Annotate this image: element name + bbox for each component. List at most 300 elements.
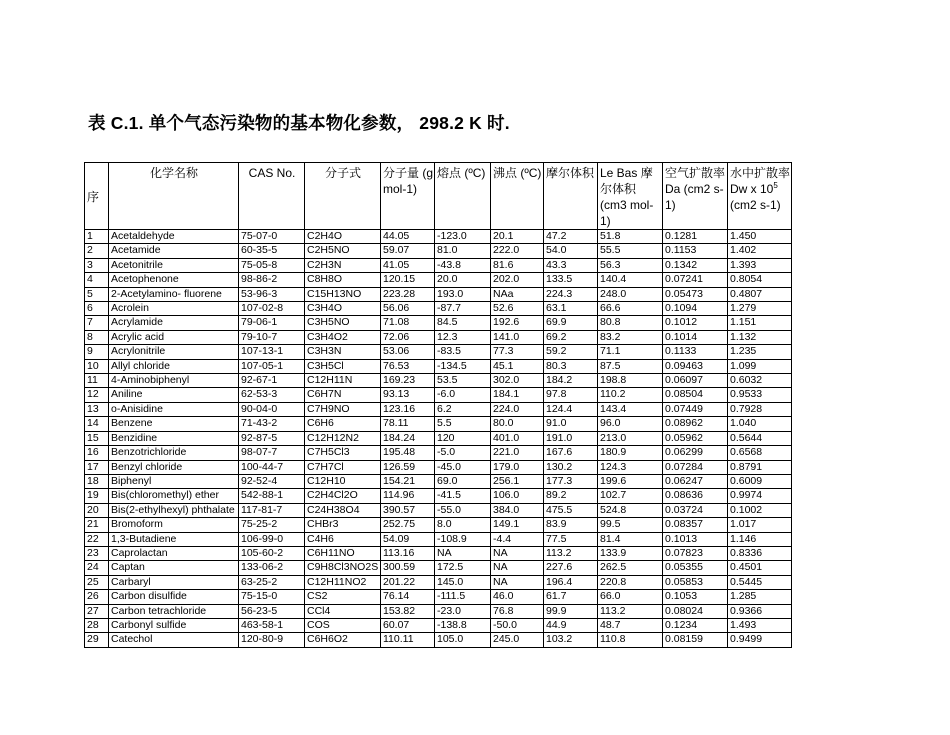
cell-cas: 98-07-7 <box>239 446 305 460</box>
cell-dw: 0.8054 <box>728 273 792 287</box>
cell-bp: 384.0 <box>491 503 544 517</box>
cell-name: Benzotrichloride <box>109 446 239 460</box>
cell-bp: NA <box>491 561 544 575</box>
cell-cas: 90-04-0 <box>239 402 305 416</box>
cell-bp: 245.0 <box>491 633 544 647</box>
cell-bp: NA <box>491 575 544 589</box>
cell-cas: 107-13-1 <box>239 345 305 359</box>
table-row <box>85 230 792 244</box>
cell-dw: 0.8791 <box>728 460 792 474</box>
table-body <box>85 230 792 648</box>
table-row <box>85 244 792 258</box>
cell-mw: 59.07 <box>381 244 435 258</box>
cell-lebas: 56.3 <box>598 258 663 272</box>
cell-mp: 81.0 <box>435 244 491 258</box>
cell-da: 0.08159 <box>663 633 728 647</box>
table-row <box>85 590 792 604</box>
cell-mw: 72.06 <box>381 330 435 344</box>
cell-molvol: 69.9 <box>544 316 598 330</box>
cell-formula: C12H11NO2 <box>305 575 381 589</box>
cell-molvol: 130.2 <box>544 460 598 474</box>
table-row <box>85 302 792 316</box>
cell-da: 0.07823 <box>663 546 728 560</box>
cell-lebas: 80.8 <box>598 316 663 330</box>
cell-name: Bromoform <box>109 518 239 532</box>
cell-bp: -50.0 <box>491 618 544 632</box>
cell-name: 1,3-Butadiene <box>109 532 239 546</box>
cell-dw: 0.1002 <box>728 503 792 517</box>
cell-lebas: 55.5 <box>598 244 663 258</box>
cell-name: Acrylonitrile <box>109 345 239 359</box>
cell-cas: 107-02-8 <box>239 302 305 316</box>
cell-no: 17 <box>85 460 109 474</box>
cell-lebas: 262.5 <box>598 561 663 575</box>
cell-da: 0.07241 <box>663 273 728 287</box>
properties-table <box>84 162 792 648</box>
cell-dw: 0.5644 <box>728 431 792 445</box>
cell-lebas: 71.1 <box>598 345 663 359</box>
cell-lebas: 51.8 <box>598 230 663 244</box>
cell-dw: 1.393 <box>728 258 792 272</box>
cell-bp: 77.3 <box>491 345 544 359</box>
header-cas: CAS No. <box>239 163 305 230</box>
table-caption: 表 C.1. 单个气态污染物的基本物化参数， 298.2 K 时. <box>88 113 510 133</box>
cell-dw: 0.5445 <box>728 575 792 589</box>
cell-formula: C7H5Cl3 <box>305 446 381 460</box>
cell-mw: 110.11 <box>381 633 435 647</box>
cell-lebas: 220.8 <box>598 575 663 589</box>
cell-no: 16 <box>85 446 109 460</box>
table-row <box>85 388 792 402</box>
table-row <box>85 273 792 287</box>
header-dw <box>728 163 792 230</box>
cell-name: Acetonitrile <box>109 258 239 272</box>
cell-cas: 92-52-4 <box>239 474 305 488</box>
cell-no: 21 <box>85 518 109 532</box>
cell-dw: 1.151 <box>728 316 792 330</box>
cell-formula: C24H38O4 <box>305 503 381 517</box>
cell-mp: 8.0 <box>435 518 491 532</box>
table-row <box>85 546 792 560</box>
table-row <box>85 374 792 388</box>
cell-mp: -5.0 <box>435 446 491 460</box>
cell-molvol: 113.2 <box>544 546 598 560</box>
cell-molvol: 69.2 <box>544 330 598 344</box>
cell-lebas: 110.2 <box>598 388 663 402</box>
cell-da: 0.09463 <box>663 359 728 373</box>
cell-cas: 92-87-5 <box>239 431 305 445</box>
cell-bp: 221.0 <box>491 446 544 460</box>
cell-molvol: 177.3 <box>544 474 598 488</box>
cell-da: 0.1053 <box>663 590 728 604</box>
cell-mp: 20.0 <box>435 273 491 287</box>
cell-da: 0.08962 <box>663 417 728 431</box>
cell-bp: 179.0 <box>491 460 544 474</box>
cell-da: 0.1133 <box>663 345 728 359</box>
cell-mw: 53.06 <box>381 345 435 359</box>
cell-da: 0.1013 <box>663 532 728 546</box>
cell-mp: -123.0 <box>435 230 491 244</box>
cell-mp: 120 <box>435 431 491 445</box>
cell-dw: 1.493 <box>728 618 792 632</box>
cell-no: 5 <box>85 287 109 301</box>
cell-da: 0.06247 <box>663 474 728 488</box>
cell-bp: 256.1 <box>491 474 544 488</box>
cell-name: Acetaldehyde <box>109 230 239 244</box>
cell-da: 0.1094 <box>663 302 728 316</box>
cell-cas: 79-06-1 <box>239 316 305 330</box>
cell-molvol: 80.3 <box>544 359 598 373</box>
cell-mw: 126.59 <box>381 460 435 474</box>
cell-lebas: 66.6 <box>598 302 663 316</box>
cell-bp: 80.0 <box>491 417 544 431</box>
cell-cas: 75-15-0 <box>239 590 305 604</box>
cell-mw: 41.05 <box>381 258 435 272</box>
cell-formula: C3H3N <box>305 345 381 359</box>
cell-mp: 12.3 <box>435 330 491 344</box>
cell-bp: 149.1 <box>491 518 544 532</box>
cell-formula: CS2 <box>305 590 381 604</box>
cell-bp: 184.1 <box>491 388 544 402</box>
cell-lebas: 133.9 <box>598 546 663 560</box>
table-row <box>85 460 792 474</box>
header-lebas: Le Bas 摩尔体积 (cm3 mol-1) <box>598 163 663 230</box>
cell-molvol: 47.2 <box>544 230 598 244</box>
cell-dw: 1.146 <box>728 532 792 546</box>
cell-name: Acrylic acid <box>109 330 239 344</box>
cell-no: 18 <box>85 474 109 488</box>
cell-name: Benzidine <box>109 431 239 445</box>
cell-bp: 45.1 <box>491 359 544 373</box>
header-bp: 沸点 (ºC) <box>491 163 544 230</box>
cell-mw: 54.09 <box>381 532 435 546</box>
cell-formula: C15H13NO <box>305 287 381 301</box>
cell-mw: 223.28 <box>381 287 435 301</box>
cell-formula: C6H6O2 <box>305 633 381 647</box>
cell-formula: C6H11NO <box>305 546 381 560</box>
table-row <box>85 503 792 517</box>
cell-dw: 1.017 <box>728 518 792 532</box>
table-row <box>85 345 792 359</box>
cell-bp: 141.0 <box>491 330 544 344</box>
cell-mw: 114.96 <box>381 489 435 503</box>
cell-dw: 0.6568 <box>728 446 792 460</box>
cell-da: 0.05962 <box>663 431 728 445</box>
cell-name: Allyl chloride <box>109 359 239 373</box>
cell-mp: -43.8 <box>435 258 491 272</box>
cell-formula: C3H4O2 <box>305 330 381 344</box>
cell-bp: 224.0 <box>491 402 544 416</box>
cell-mp: NA <box>435 546 491 560</box>
cell-formula: C8H8O <box>305 273 381 287</box>
cell-mp: 145.0 <box>435 575 491 589</box>
cell-lebas: 143.4 <box>598 402 663 416</box>
cell-formula: C12H12N2 <box>305 431 381 445</box>
cell-formula: C4H6 <box>305 532 381 546</box>
cell-molvol: 99.9 <box>544 604 598 618</box>
cell-mw: 184.24 <box>381 431 435 445</box>
cell-da: 0.06299 <box>663 446 728 460</box>
header-row <box>85 163 792 230</box>
table-row <box>85 604 792 618</box>
header-mp: 熔点 (ºC) <box>435 163 491 230</box>
header-dw-text: 水中扩散率 Dw x 10 <box>730 166 791 196</box>
cell-da: 0.1012 <box>663 316 728 330</box>
cell-cas: 542-88-1 <box>239 489 305 503</box>
cell-dw: 0.6032 <box>728 374 792 388</box>
cell-cas: 98-86-2 <box>239 273 305 287</box>
cell-lebas: 81.4 <box>598 532 663 546</box>
cell-mp: 84.5 <box>435 316 491 330</box>
cell-bp: 192.6 <box>491 316 544 330</box>
cell-mp: 53.5 <box>435 374 491 388</box>
cell-dw: 0.4807 <box>728 287 792 301</box>
table-row <box>85 359 792 373</box>
cell-bp: 46.0 <box>491 590 544 604</box>
cell-da: 0.06097 <box>663 374 728 388</box>
cell-molvol: 91.0 <box>544 417 598 431</box>
cell-da: 0.1281 <box>663 230 728 244</box>
cell-da: 0.1153 <box>663 244 728 258</box>
cell-formula: C7H7Cl <box>305 460 381 474</box>
cell-da: 0.07449 <box>663 402 728 416</box>
cell-mw: 76.53 <box>381 359 435 373</box>
cell-no: 15 <box>85 431 109 445</box>
cell-no: 20 <box>85 503 109 517</box>
cell-bp: 20.1 <box>491 230 544 244</box>
cell-da: 0.1342 <box>663 258 728 272</box>
cell-mp: -83.5 <box>435 345 491 359</box>
header-no: 序 <box>85 163 109 230</box>
cell-formula: C12H10 <box>305 474 381 488</box>
cell-cas: 105-60-2 <box>239 546 305 560</box>
cell-molvol: 63.1 <box>544 302 598 316</box>
cell-dw: 1.132 <box>728 330 792 344</box>
cell-mp: -111.5 <box>435 590 491 604</box>
cell-no: 12 <box>85 388 109 402</box>
cell-mw: 76.14 <box>381 590 435 604</box>
table-row <box>85 330 792 344</box>
cell-da: 0.08357 <box>663 518 728 532</box>
cell-da: 0.1014 <box>663 330 728 344</box>
cell-cas: 75-05-8 <box>239 258 305 272</box>
cell-molvol: 97.8 <box>544 388 598 402</box>
cell-mp: 5.5 <box>435 417 491 431</box>
cell-mw: 56.06 <box>381 302 435 316</box>
cell-cas: 71-43-2 <box>239 417 305 431</box>
cell-no: 28 <box>85 618 109 632</box>
cell-cas: 120-80-9 <box>239 633 305 647</box>
cell-name: Acetophenone <box>109 273 239 287</box>
cell-cas: 60-35-5 <box>239 244 305 258</box>
cell-dw: 0.9366 <box>728 604 792 618</box>
cell-bp: 202.0 <box>491 273 544 287</box>
cell-bp: 52.6 <box>491 302 544 316</box>
cell-dw: 0.8336 <box>728 546 792 560</box>
cell-cas: 56-23-5 <box>239 604 305 618</box>
cell-molvol: 54.0 <box>544 244 598 258</box>
cell-cas: 63-25-2 <box>239 575 305 589</box>
cell-dw: 1.279 <box>728 302 792 316</box>
header-mw: 分子量 (g mol-1) <box>381 163 435 230</box>
table-row <box>85 633 792 647</box>
cell-cas: 62-53-3 <box>239 388 305 402</box>
cell-molvol: 44.9 <box>544 618 598 632</box>
cell-da: 0.05853 <box>663 575 728 589</box>
cell-lebas: 113.2 <box>598 604 663 618</box>
cell-mp: 6.2 <box>435 402 491 416</box>
cell-formula: COS <box>305 618 381 632</box>
cell-da: 0.05473 <box>663 287 728 301</box>
cell-dw: 0.9533 <box>728 388 792 402</box>
cell-da: 0.08504 <box>663 388 728 402</box>
cell-da: 0.08024 <box>663 604 728 618</box>
cell-name: Aniline <box>109 388 239 402</box>
cell-mw: 390.57 <box>381 503 435 517</box>
cell-cas: 53-96-3 <box>239 287 305 301</box>
cell-mw: 78.11 <box>381 417 435 431</box>
cell-molvol: 167.6 <box>544 446 598 460</box>
cell-formula: C12H11N <box>305 374 381 388</box>
cell-mw: 60.07 <box>381 618 435 632</box>
cell-molvol: 191.0 <box>544 431 598 445</box>
cell-molvol: 61.7 <box>544 590 598 604</box>
cell-lebas: 199.6 <box>598 474 663 488</box>
cell-mw: 201.22 <box>381 575 435 589</box>
cell-name: Acrylamide <box>109 316 239 330</box>
cell-name: Bis(chloromethyl) ether <box>109 489 239 503</box>
cell-mw: 123.16 <box>381 402 435 416</box>
cell-no: 14 <box>85 417 109 431</box>
cell-lebas: 83.2 <box>598 330 663 344</box>
header-dw-unit: (cm2 s-1) <box>730 198 781 212</box>
cell-mp: -138.8 <box>435 618 491 632</box>
table-row <box>85 561 792 575</box>
cell-name: Carbon disulfide <box>109 590 239 604</box>
cell-molvol: 224.3 <box>544 287 598 301</box>
cell-lebas: 140.4 <box>598 273 663 287</box>
cell-mp: -87.7 <box>435 302 491 316</box>
cell-formula: C2H3N <box>305 258 381 272</box>
cell-no: 9 <box>85 345 109 359</box>
table-row <box>85 258 792 272</box>
cell-cas: 133-06-2 <box>239 561 305 575</box>
header-formula: 分子式 <box>305 163 381 230</box>
cell-mw: 154.21 <box>381 474 435 488</box>
cell-formula: C3H4O <box>305 302 381 316</box>
table-row <box>85 316 792 330</box>
cell-molvol: 43.3 <box>544 258 598 272</box>
cell-molvol: 124.4 <box>544 402 598 416</box>
cell-bp: NAa <box>491 287 544 301</box>
cell-name: Acetamide <box>109 244 239 258</box>
cell-bp: 106.0 <box>491 489 544 503</box>
header-molvol: 摩尔体积 <box>544 163 598 230</box>
cell-mw: 93.13 <box>381 388 435 402</box>
cell-dw: 0.9974 <box>728 489 792 503</box>
table-row <box>85 431 792 445</box>
cell-mw: 300.59 <box>381 561 435 575</box>
cell-name: Carbon tetrachloride <box>109 604 239 618</box>
cell-name: Carbonyl sulfide <box>109 618 239 632</box>
cell-lebas: 180.9 <box>598 446 663 460</box>
cell-molvol: 59.2 <box>544 345 598 359</box>
cell-molvol: 133.5 <box>544 273 598 287</box>
cell-no: 23 <box>85 546 109 560</box>
table-row <box>85 575 792 589</box>
cell-formula: C2H4O <box>305 230 381 244</box>
cell-molvol: 83.9 <box>544 518 598 532</box>
cell-lebas: 87.5 <box>598 359 663 373</box>
header-dw-exponent: 5 <box>773 181 778 190</box>
cell-lebas: 48.7 <box>598 618 663 632</box>
cell-mp: 105.0 <box>435 633 491 647</box>
cell-name: Carbaryl <box>109 575 239 589</box>
cell-formula: C3H5Cl <box>305 359 381 373</box>
cell-mp: 172.5 <box>435 561 491 575</box>
cell-bp: -4.4 <box>491 532 544 546</box>
cell-bp: 401.0 <box>491 431 544 445</box>
cell-mw: 120.15 <box>381 273 435 287</box>
table-row <box>85 489 792 503</box>
cell-name: Captan <box>109 561 239 575</box>
cell-mw: 71.08 <box>381 316 435 330</box>
cell-da: 0.08636 <box>663 489 728 503</box>
cell-no: 1 <box>85 230 109 244</box>
cell-lebas: 66.0 <box>598 590 663 604</box>
cell-formula: C2H5NO <box>305 244 381 258</box>
cell-formula: C9H8Cl3NO2S <box>305 561 381 575</box>
cell-no: 2 <box>85 244 109 258</box>
cell-lebas: 248.0 <box>598 287 663 301</box>
table-row <box>85 446 792 460</box>
cell-dw: 1.450 <box>728 230 792 244</box>
cell-mp: -6.0 <box>435 388 491 402</box>
cell-dw: 1.099 <box>728 359 792 373</box>
cell-mw: 153.82 <box>381 604 435 618</box>
cell-no: 24 <box>85 561 109 575</box>
cell-dw: 0.4501 <box>728 561 792 575</box>
cell-mp: -134.5 <box>435 359 491 373</box>
cell-cas: 100-44-7 <box>239 460 305 474</box>
cell-mp: 69.0 <box>435 474 491 488</box>
cell-da: 0.03724 <box>663 503 728 517</box>
cell-formula: C3H5NO <box>305 316 381 330</box>
cell-da: 0.1234 <box>663 618 728 632</box>
cell-molvol: 77.5 <box>544 532 598 546</box>
cell-bp: 76.8 <box>491 604 544 618</box>
cell-molvol: 196.4 <box>544 575 598 589</box>
cell-mw: 113.16 <box>381 546 435 560</box>
cell-lebas: 198.8 <box>598 374 663 388</box>
cell-no: 26 <box>85 590 109 604</box>
cell-name: Acrolein <box>109 302 239 316</box>
cell-no: 19 <box>85 489 109 503</box>
cell-mp: -23.0 <box>435 604 491 618</box>
cell-name: Bis(2-ethylhexyl) phthalate <box>109 503 239 517</box>
cell-name: Catechol <box>109 633 239 647</box>
cell-lebas: 524.8 <box>598 503 663 517</box>
cell-formula: CCl4 <box>305 604 381 618</box>
cell-mw: 44.05 <box>381 230 435 244</box>
cell-cas: 75-25-2 <box>239 518 305 532</box>
cell-no: 7 <box>85 316 109 330</box>
cell-no: 6 <box>85 302 109 316</box>
cell-lebas: 102.7 <box>598 489 663 503</box>
cell-mp: -41.5 <box>435 489 491 503</box>
cell-no: 13 <box>85 402 109 416</box>
cell-molvol: 184.2 <box>544 374 598 388</box>
